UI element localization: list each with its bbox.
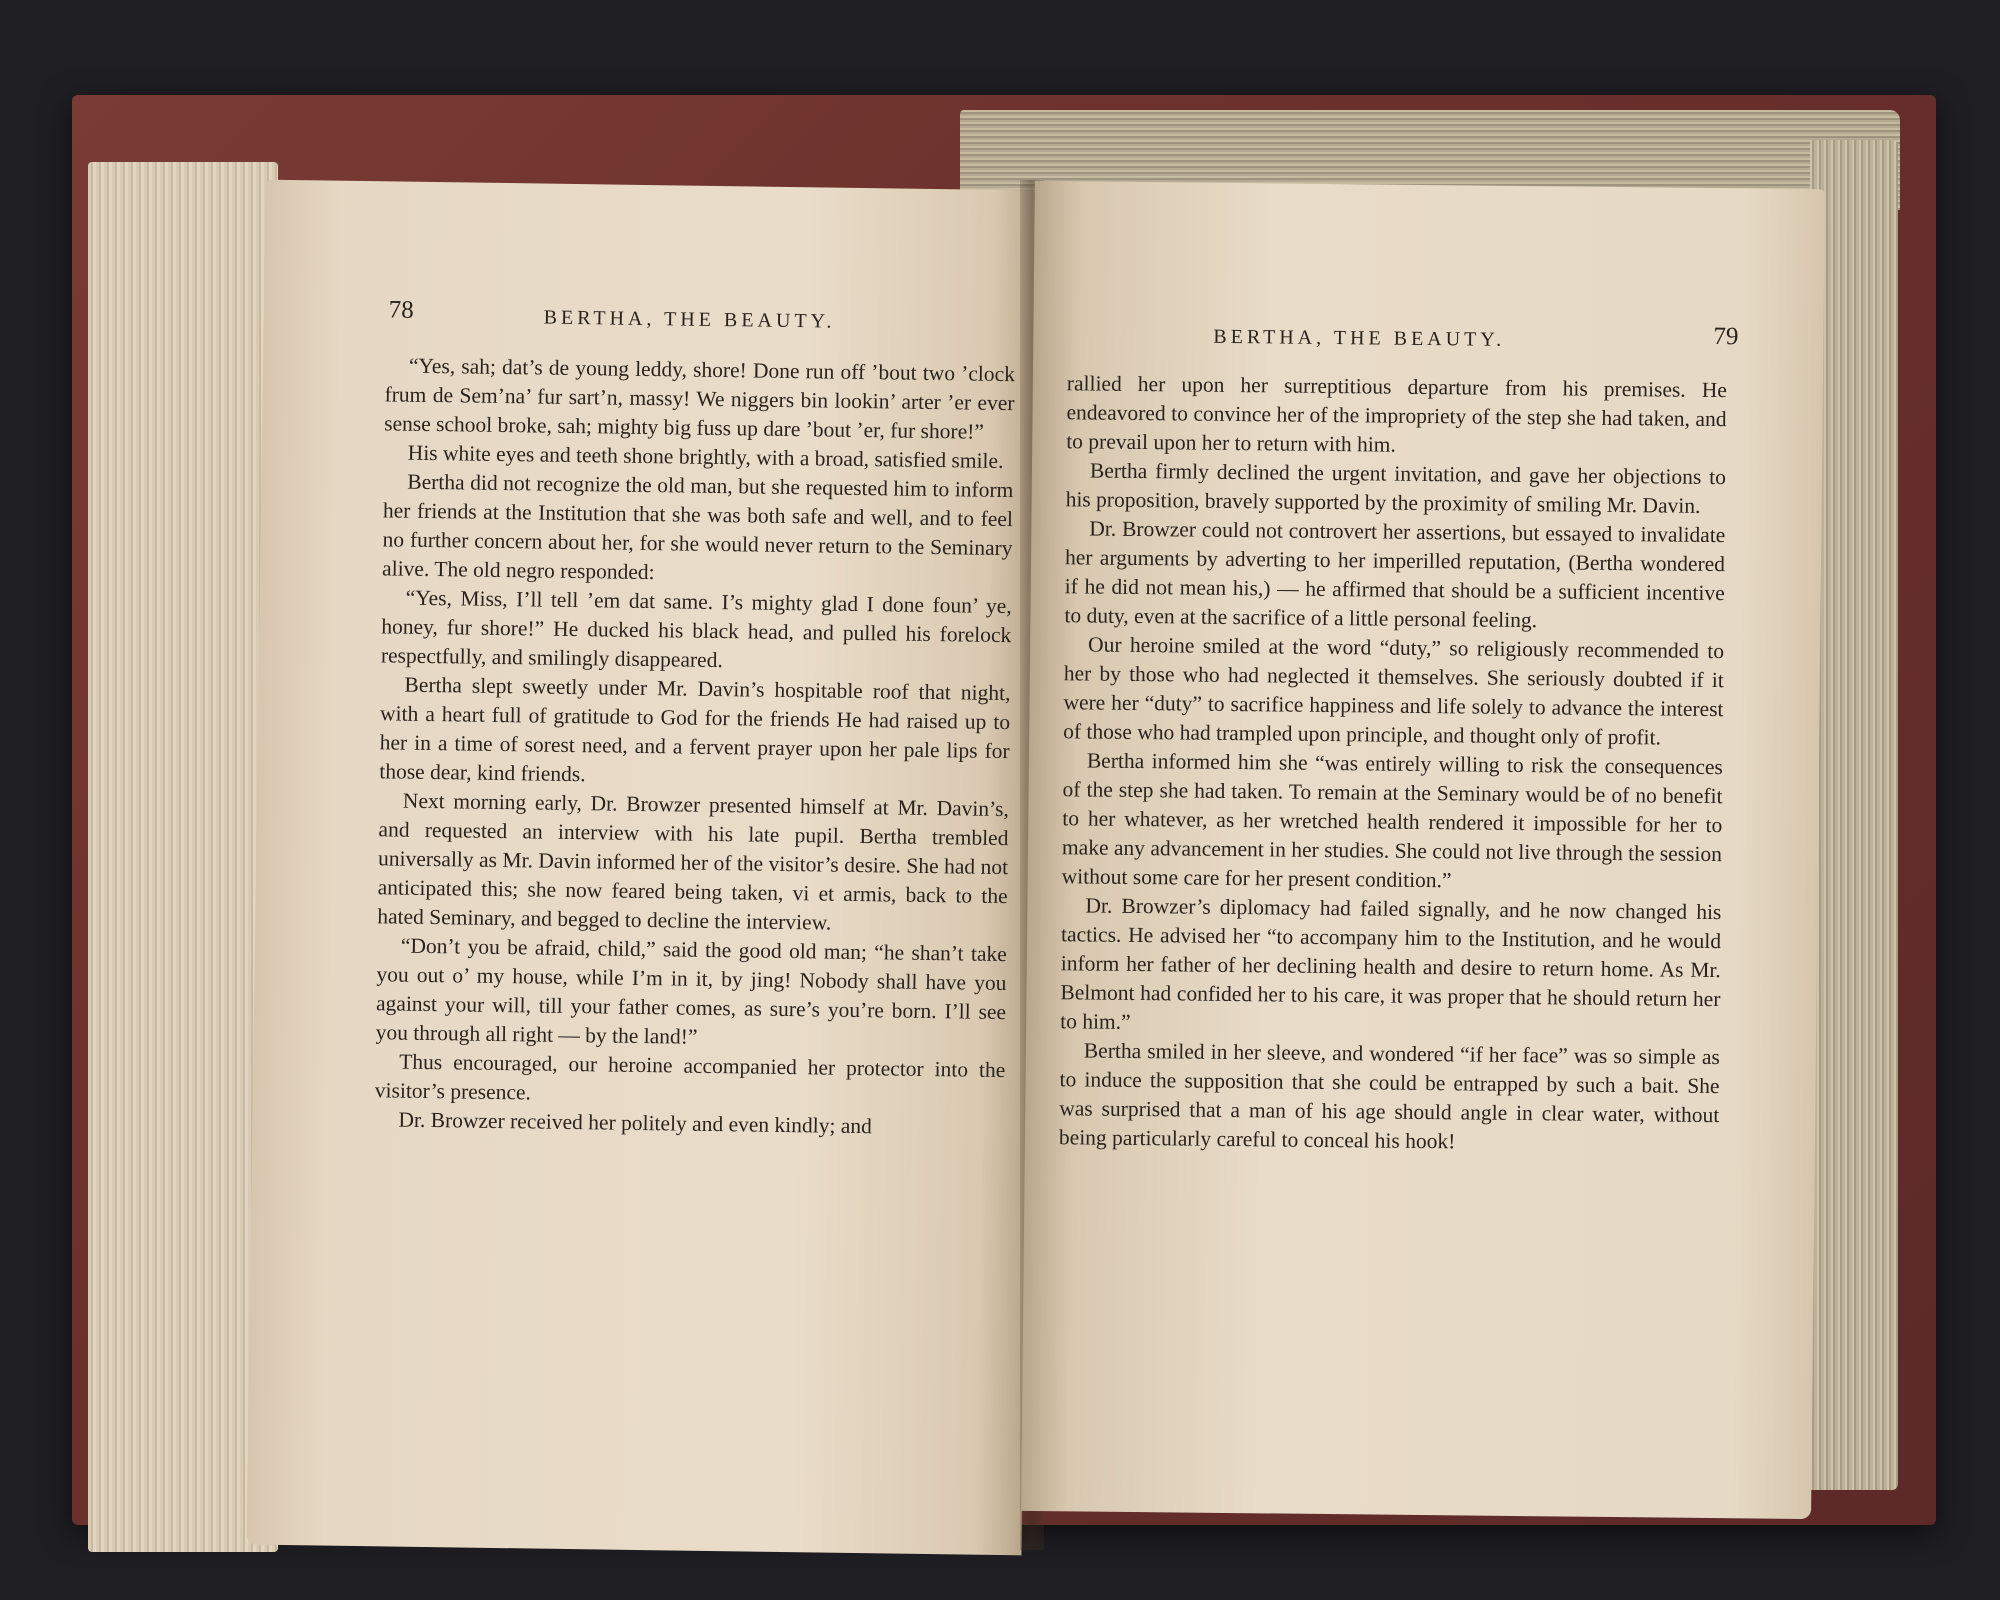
paragraph: “Yes, Miss, I’ll tell ’em dat same. I’s mighty glad I done foun’ ye, honey, fur shore!” He ducked his black head, and pulled his forelock respectfully, and smilingly disappeared. xyxy=(380,585,1012,673)
right-page-number: 79 xyxy=(1713,323,1739,351)
paragraph: Bertha firmly declined the urgent invitation, and gave her objections to his proposition, bravely supported by the proximity of smiling Mr. Davin. xyxy=(1065,458,1727,518)
paragraph: Bertha informed him she “was entirely willing to risk the consequences of the step she had taken. To remain at the Seminary would be of no benefit to her whatever, as her wretched health rendered it impossible for her to make any advancement in her studies. She could not live through the session without some care for her present condition.” xyxy=(1061,748,1724,893)
paragraph: Thus encouraged, our heroine accompanied her protector into the visitor’s presence. xyxy=(374,1049,1006,1105)
paragraph: Bertha smiled in her sleeve, and wondered “if her face” was so simple as to induce the supposition that she could be entrapped by such a bait. She was surprised that a man of his age should angle in clear water, without being particularly careful to conceal his hook! xyxy=(1058,1038,1720,1154)
right-running-title: BERTHA, THE BEAUTY. xyxy=(1213,325,1506,351)
paragraph-continuation: rallied her upon her surreptitious departure from his premises. He endeavored to convince her of the impropriety of the step she had taken, and to prevail upon her to return with him. xyxy=(1066,371,1727,457)
paragraph: “Yes, sah; dat’s de young leddy, shore! Done run off ’bout two ’clock frum de Sem’na’ fur sart’n, massy! We niggers bin lookin’ arter ’er ever sense school broke, sah; mighty big fuss up dare ’bout ’er, fur shore!” xyxy=(384,353,1016,444)
right-page xyxy=(1021,181,1825,1519)
left-page-header xyxy=(388,296,968,343)
left-page-number: 78 xyxy=(388,296,414,324)
left-page xyxy=(247,180,1041,1556)
paragraph: Bertha slept sweetly under Mr. Davin’s hospitable roof that night, with a heart full of gratitude to God for the friends He had raised up to her in a time of sorest need, and a fervent prayer upon her pale lips for those dear, kind friends. xyxy=(379,672,1011,787)
left-running-title: BERTHA, THE BEAUTY. xyxy=(543,306,836,333)
paragraph: “Don’t you be afraid, child,” said the good old man; “he shan’t take you out o’ my house, while I’m in it, by jing! Nobody shall have you against your will, till your father comes, as sure’s you’re born. I’ll see you through all right — by the land!” xyxy=(375,933,1007,1049)
right-page-header xyxy=(1213,323,1783,363)
paragraph: Our heroine smiled at the word “duty,” so religiously recommended to her by those who had neglected it themselves. She seriously doubted if it were her “duty” to sacrifice happiness and life solely to advance the interest of those who had trampled upon principle, and thought only of profit. xyxy=(1063,632,1725,750)
right-page-text xyxy=(1059,369,1727,1159)
paragraph: Dr. Browzer’s diplomacy had failed signally, and he now changed his tactics. He advised her “to accompany him to the Institution, and he would inform her father of her declining health and desire to return home. As Mr. Belmont had confided her to his care, it was proper that he should return her to him.” xyxy=(1060,893,1722,1034)
left-page-text xyxy=(374,351,1015,1143)
paragraph: Bertha did not recognize the old man, but she requested him to inform her friends at the Institution that she was both safe and well, and to feel no further concern about her, for she would never return to the Seminary alive. The old negro responded: xyxy=(381,469,1014,585)
paragraph: His white eyes and teeth shone brightly, with a broad, satisfied smile. xyxy=(407,440,1004,473)
paragraph: Dr. Browzer could not controvert her assertions, but essayed to invalidate her arguments by adverting to her imperilled reputation, (Bertha wondered if he did not mean his,) — he affirmed that should be a sufficient incentive to duty, even at the sacrifice of a little personal feeling. xyxy=(1064,516,1726,633)
paragraph: Dr. Browzer received her politely and even kindly; and xyxy=(398,1107,873,1139)
paragraph: Next morning early, Dr. Browzer presented himself at Mr. Davin’s, and requested an interview with his late pupil. Bertha trembled universally as Mr. Davin informed her of the visitor’s desire. She had not anticipated this; she now feared being taken, vi et armis, back to the hated Seminary, and begged to decline the interview. xyxy=(377,788,1010,935)
